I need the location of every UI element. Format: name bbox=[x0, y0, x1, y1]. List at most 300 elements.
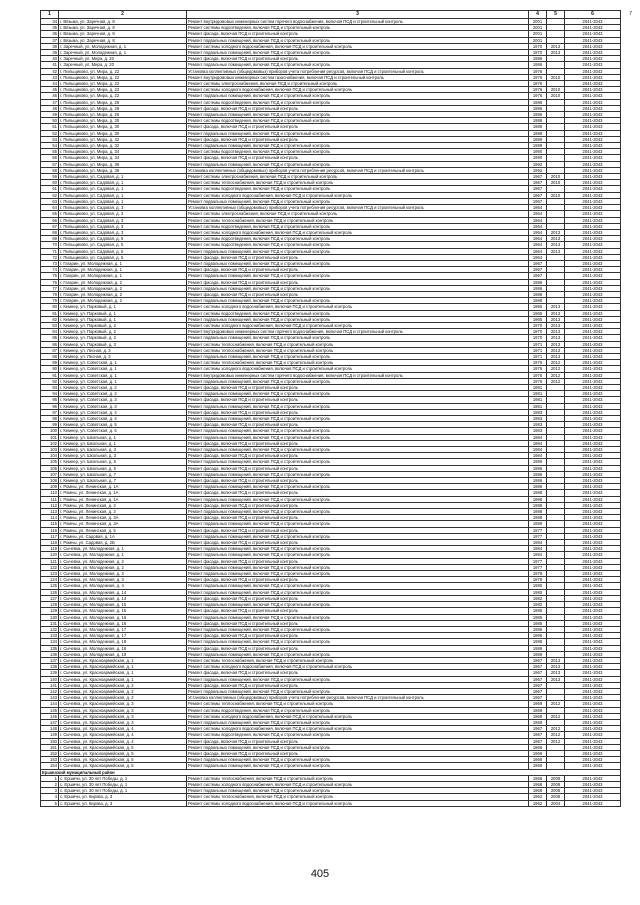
table-cell: 2041-2043 bbox=[565, 732, 621, 738]
table-cell: Ремонт фасада, включая ПСД и строительный контроль bbox=[187, 291, 529, 297]
table-cell: Ремонт системы теплоснабжения, включая ПСД и строительный контроль bbox=[187, 775, 529, 781]
table-cell: 2041-2043 bbox=[565, 788, 621, 794]
table-cell: 1964 bbox=[529, 242, 547, 248]
table-cell: г. Сычевка, ул. Красноармейская, д. 5 bbox=[59, 757, 187, 763]
table-cell: 50 bbox=[41, 118, 59, 124]
table-cell: 43 bbox=[41, 74, 59, 80]
table-cell: 2041-2043 bbox=[565, 713, 621, 719]
table-cell: Ремонт фасада, включая ПСД и строительный контроль bbox=[187, 422, 529, 428]
table-cell: 85 bbox=[41, 335, 59, 341]
table-cell: г. Сычевка, ул. Красноармейская, д. 5 bbox=[59, 744, 187, 750]
table-cell: 2041-2043 bbox=[565, 744, 621, 750]
table-cell: г. Кемнер, ул. Школьная, д. 5 bbox=[59, 459, 187, 465]
table-cell: 1986 bbox=[529, 465, 547, 471]
table-cell: Ремонт подвальных помещений, включая ПСД и строительный контроль bbox=[187, 248, 529, 254]
table-cell: Ремонт подвальных помещений, включая ПСД и строительный контроль bbox=[187, 471, 529, 477]
table-cell: 2041-2043 bbox=[565, 571, 621, 577]
table-cell: 1976 bbox=[529, 378, 547, 384]
table-cell: 2041-2043 bbox=[565, 136, 621, 142]
table-cell: 1986 bbox=[529, 279, 547, 285]
table-cell: 1967 bbox=[529, 192, 547, 198]
table-cell: 1967 bbox=[529, 732, 547, 738]
table-cell: 2013 bbox=[547, 316, 565, 322]
table-cell: 1976 bbox=[529, 74, 547, 80]
table-cell: г. Вязьма, ул. Заречная, д. 8 bbox=[59, 31, 187, 37]
column-header: 2 bbox=[59, 11, 187, 19]
table-cell: 1988 bbox=[529, 490, 547, 496]
table-cell: 2041-2043 bbox=[565, 267, 621, 273]
table-cell: г. Пильщиково, ул. Мира, д. 22 bbox=[59, 93, 187, 99]
table-cell: Ремонт системы холодного водоснабжения, включая ПСД и строительный контроль bbox=[187, 304, 529, 310]
table-cell: 2012 bbox=[547, 726, 565, 732]
table-cell: Ремонт подвальных помещений, включая ПСД и строительный контроль bbox=[187, 719, 529, 725]
table-cell: Ремонт системы электроснабжения, включая ПСД и строительный контроль bbox=[187, 174, 529, 180]
table-cell: Ремонт системы водоотведения, включая ПСД и строительный контроль bbox=[187, 310, 529, 316]
table-cell: 91 bbox=[41, 372, 59, 378]
table-cell: 129 bbox=[41, 608, 59, 614]
table-cell: г. Ромны, ул. Садовая, д. 2Б bbox=[59, 540, 187, 546]
capital-repair-table bbox=[40, 10, 621, 807]
table-cell: 65 bbox=[41, 211, 59, 217]
table-cell: 2041-2043 bbox=[565, 552, 621, 558]
table-cell: г. Пильщиково, ул. Садовая, д. 1 bbox=[59, 186, 187, 192]
table-cell: 138 bbox=[41, 664, 59, 670]
table-cell: Ремонт подвальных помещений, включая ПСД и строительный контроль bbox=[187, 353, 529, 359]
table-cell: 2013 bbox=[547, 335, 565, 341]
table-cell: 127 bbox=[41, 595, 59, 601]
table-cell: 1989 bbox=[529, 645, 547, 651]
table-cell: г. Пильщиково, ул. Садовая, д. 3 bbox=[59, 223, 187, 229]
table-cell: 1984 bbox=[529, 447, 547, 453]
table-cell: 61 bbox=[41, 186, 59, 192]
table-cell: 110 bbox=[41, 490, 59, 496]
table-cell: г. Кемнер, ул. Советская, д. 4 bbox=[59, 409, 187, 415]
table-cell: 125 bbox=[41, 583, 59, 589]
table-cell: 1970 bbox=[529, 50, 547, 56]
table-cell: 44 bbox=[41, 81, 59, 87]
table-cell: 1962 bbox=[529, 800, 547, 806]
table-cell: 153 bbox=[41, 757, 59, 763]
table-cell: Ремонт фасада, включая ПСД и строительный контроль bbox=[187, 56, 529, 62]
table-cell: 1986 bbox=[529, 105, 547, 111]
table-cell: 2041-2043 bbox=[565, 682, 621, 688]
table-cell: 72 bbox=[41, 254, 59, 260]
table-row bbox=[41, 657, 621, 663]
table-cell: 64 bbox=[41, 205, 59, 211]
column-header: 5 bbox=[547, 11, 565, 19]
table-cell: 59 bbox=[41, 174, 59, 180]
table-cell: 1986 bbox=[529, 56, 547, 62]
table-cell: Ремонт подвальных помещений, включая ПСД и строительный контроль bbox=[187, 37, 529, 43]
table-cell: 1968 bbox=[529, 788, 547, 794]
table-cell: 2041-2043 bbox=[565, 180, 621, 186]
table-cell: 79 bbox=[41, 298, 59, 304]
table-cell: 1984 bbox=[529, 434, 547, 440]
table-cell: Ремонт фасада, включая ПСД и строительный контроль bbox=[187, 478, 529, 484]
table-cell: 2001 bbox=[529, 25, 547, 31]
table-cell: 2041-2043 bbox=[565, 583, 621, 589]
table-cell: г. Гагарин, ул. Молодежная, д. 1 bbox=[59, 273, 187, 279]
table-cell: 2013 bbox=[547, 353, 565, 359]
table-cell: 69 bbox=[41, 236, 59, 242]
table-cell: 1989 bbox=[529, 143, 547, 149]
table-cell: г. Кемнер, ул. Лесная, д. 3 bbox=[59, 353, 187, 359]
column-header: 3 bbox=[187, 11, 529, 19]
table-cell: 2041-2043 bbox=[565, 298, 621, 304]
table-cell: 2012 bbox=[547, 732, 565, 738]
table-cell: 1990 bbox=[529, 155, 547, 161]
table-cell: Ремонт фасада, включая ПСД и строительный контроль bbox=[187, 397, 529, 403]
table-cell: Ремонт фасада, включая ПСД и строительный контроль bbox=[187, 267, 529, 273]
table-cell: Ремонт системы холодного водоснабжения, включая ПСД и строительный контроль bbox=[187, 229, 529, 235]
table-cell: 2041-2043 bbox=[565, 608, 621, 614]
table-cell: 87 bbox=[41, 347, 59, 353]
table-cell: 46 bbox=[41, 93, 59, 99]
table-cell: 2041-2043 bbox=[565, 651, 621, 657]
table-cell: 2041-2043 bbox=[565, 409, 621, 415]
table-cell: 2012 bbox=[547, 366, 565, 372]
table-cell: 1977 bbox=[529, 527, 547, 533]
table-cell: 2041-2043 bbox=[565, 763, 621, 769]
table-cell: 2041-2043 bbox=[565, 403, 621, 409]
table-cell: 2041-2043 bbox=[565, 490, 621, 496]
table-cell: 38 bbox=[41, 43, 59, 49]
table-cell: 1976 bbox=[529, 93, 547, 99]
table-cell: 2041-2043 bbox=[565, 695, 621, 701]
table-cell: г. Сычевка, ул. Молодежная, д. 1 bbox=[59, 546, 187, 552]
table-cell: 143 bbox=[41, 695, 59, 701]
table-cell: 2004 bbox=[547, 800, 565, 806]
table-cell: 58 bbox=[41, 167, 59, 173]
table-cell: 2010 bbox=[547, 180, 565, 186]
table-cell: 99 bbox=[41, 422, 59, 428]
table-cell: 2041-2043 bbox=[565, 496, 621, 502]
table-cell: Ремонт фасада, включая ПСД и строительный контроль bbox=[187, 136, 529, 142]
table-cell: г. Сычевка, ул. Красноармейская, д. 1 bbox=[59, 676, 187, 682]
table-cell: 1990 bbox=[529, 149, 547, 155]
table-cell: 37 bbox=[41, 37, 59, 43]
table-cell: Ремонт фасада, включая ПСД и строительный контроль bbox=[187, 558, 529, 564]
table-cell: 2041-2043 bbox=[565, 378, 621, 384]
table-cell: 132 bbox=[41, 626, 59, 632]
table-cell: 1980 bbox=[529, 583, 547, 589]
table-cell: г. Кемнер, ул. Школьная, д. 3 bbox=[59, 453, 187, 459]
table-cell: 1992 bbox=[529, 161, 547, 167]
table-cell: 71 bbox=[41, 248, 59, 254]
page-number: 405 bbox=[310, 868, 330, 880]
table-cell: Ремонт фасада, включая ПСД и строительный контроль bbox=[187, 502, 529, 508]
table-cell: 54 bbox=[41, 143, 59, 149]
table-cell: 1968 bbox=[529, 781, 547, 787]
table-cell: 73 bbox=[41, 260, 59, 266]
table-cell: 5 bbox=[41, 800, 59, 806]
table-cell: 2013 bbox=[547, 322, 565, 328]
table-cell: 2041-2043 bbox=[565, 310, 621, 316]
table-cell: Ремонт фасада, включая ПСД и строительный контроль bbox=[187, 440, 529, 446]
table-cell: 1967 bbox=[529, 670, 547, 676]
table-cell: 98 bbox=[41, 416, 59, 422]
table-cell: 2041-2043 bbox=[565, 533, 621, 539]
table-cell: 75 bbox=[41, 273, 59, 279]
table-cell: 1989 bbox=[529, 651, 547, 657]
table-cell: 67 bbox=[41, 223, 59, 229]
table-cell: 2041-2043 bbox=[565, 155, 621, 161]
table-cell: 2010 bbox=[547, 93, 565, 99]
table-cell: Ремонт подвальных помещений, включая ПСД и строительный контроль bbox=[187, 459, 529, 465]
table-cell: г. Кемнер, ул. Советская, д. 1 bbox=[59, 360, 187, 366]
table-cell: 2013 bbox=[547, 676, 565, 682]
table-cell: Ремонт системы водоотведения, включая ПСД и строительный контроль bbox=[187, 223, 529, 229]
table-cell: 40 bbox=[41, 56, 59, 62]
table-cell: 1986 bbox=[529, 285, 547, 291]
table-cell: Ремонт фасада, включая ПСД и строительный контроль bbox=[187, 490, 529, 496]
table-cell: 1966 bbox=[529, 744, 547, 750]
table-cell: 2041-2043 bbox=[565, 416, 621, 422]
table-cell: 1984 bbox=[529, 453, 547, 459]
table-cell: 2041-2043 bbox=[565, 279, 621, 285]
table-cell: Ремонт системы холодного водоснабжения, включая ПСД и строительный контроль bbox=[187, 664, 529, 670]
table-cell: Ремонт системы водоотведения, включая ПСД и строительный контроль bbox=[187, 25, 529, 31]
table-cell: с. Ершичи, ул. 30 лет Победы, д. 1 bbox=[59, 788, 187, 794]
table-cell: 2041-2043 bbox=[565, 670, 621, 676]
table-cell: Ремонт системы холодного водоснабжения, включая ПСД и строительный контроль bbox=[187, 43, 529, 49]
table-cell: 2041-2043 bbox=[565, 50, 621, 56]
table-row bbox=[41, 695, 621, 701]
table-cell: 2041-2043 bbox=[565, 577, 621, 583]
table-cell: 2013 bbox=[547, 670, 565, 676]
table-cell: Ремонт фасада, включая ПСД и строительный контроль bbox=[187, 633, 529, 639]
table-cell: 146 bbox=[41, 713, 59, 719]
table-cell: г. Сычевка, ул. Красноармейская, д. 5 bbox=[59, 763, 187, 769]
table-cell: Ремонт подвальных помещений, включая ПСД и строительный контроль bbox=[187, 763, 529, 769]
table-cell: 66 bbox=[41, 217, 59, 223]
table-cell: 1970 bbox=[529, 322, 547, 328]
table-cell: 47 bbox=[41, 99, 59, 105]
table-cell: Ремонт подвальных помещений, включая ПСД и строительный контроль bbox=[187, 509, 529, 515]
table-cell: 70 bbox=[41, 242, 59, 248]
table-cell: г. Кемнер, ул. Советская, д. 5 bbox=[59, 422, 187, 428]
table-cell: Установка коллективных (общедомовых) приборов учета потребления ресурсов, включая ПСД и строительный контроль bbox=[187, 205, 529, 211]
table-cell: г. Пильщиково, ул. Мира, д. 36 bbox=[59, 161, 187, 167]
table-cell: 142 bbox=[41, 688, 59, 694]
table-cell: г. Сычевка, ул. Молодежная, д. 15 bbox=[59, 608, 187, 614]
table-cell: 2041-2043 bbox=[565, 198, 621, 204]
table-cell: г. Сычевка, ул. Молодежная, д. 2 bbox=[59, 558, 187, 564]
table-cell: 2041-2043 bbox=[565, 707, 621, 713]
table-cell: 2041-2043 bbox=[565, 738, 621, 744]
table-cell: Ремонт подвальных помещений, включая ПСД и строительный контроль bbox=[187, 602, 529, 608]
table-cell: 2041-2043 bbox=[565, 322, 621, 328]
table-body bbox=[41, 19, 621, 807]
table-cell: 2041-2043 bbox=[565, 521, 621, 527]
table-cell: 2008 bbox=[547, 788, 565, 794]
table-cell: г. Кемнер, ул. Школьная, д. 3 bbox=[59, 447, 187, 453]
table-cell: 2041-2043 bbox=[565, 285, 621, 291]
table-cell: 1980 bbox=[529, 589, 547, 595]
document-sheet bbox=[40, 10, 620, 807]
table-cell: 1969 bbox=[529, 713, 547, 719]
table-cell: 62 bbox=[41, 192, 59, 198]
table-cell: г. Кемнер, ул. Парковый, д. 1 bbox=[59, 316, 187, 322]
table-cell: г. Кемнер, ул. Школьная, д. 1 bbox=[59, 440, 187, 446]
table-cell: г. Сычевка, ул. Красноармейская, д. 3 bbox=[59, 701, 187, 707]
table-cell: Ремонт системы холодного водоснабжения, включая ПСД и строительный контроль bbox=[187, 322, 529, 328]
table-cell: Ремонт подвальных помещений, включая ПСД и строительный контроль bbox=[187, 403, 529, 409]
table-cell: 112 bbox=[41, 502, 59, 508]
table-cell: Ремонт системы водоотведения, включая ПСД и строительный контроль bbox=[187, 149, 529, 155]
table-cell: Ремонт фасада, включая ПСД и строительный контроль bbox=[187, 608, 529, 614]
table-cell: Ремонт фасада, включая ПСД и строительный контроль bbox=[187, 595, 529, 601]
table-cell: 1967 bbox=[529, 174, 547, 180]
table-cell: 2041-2043 bbox=[565, 434, 621, 440]
table-cell: 2041-2043 bbox=[565, 515, 621, 521]
table-cell: 1981 bbox=[529, 397, 547, 403]
table-cell: 2041-2043 bbox=[565, 74, 621, 80]
table-cell: г. Гагарин, ул. Молодежная, д. 2 bbox=[59, 298, 187, 304]
table-cell: г. Пильщиково, ул. Садовая, д. 3 bbox=[59, 229, 187, 235]
table-cell: 102 bbox=[41, 440, 59, 446]
table-cell: 105 bbox=[41, 459, 59, 465]
table-cell: 1988 bbox=[529, 502, 547, 508]
table-cell: 149 bbox=[41, 732, 59, 738]
table-cell: г. Пильщиково, ул. Мира, д. 30 bbox=[59, 130, 187, 136]
table-cell: 2041-2043 bbox=[565, 37, 621, 43]
table-cell: Ремонт подвальных помещений, включая ПСД и строительный контроль bbox=[187, 521, 529, 527]
table-cell: 89 bbox=[41, 360, 59, 366]
table-cell: Ремонт подвальных помещений, включая ПСД и строительный контроль bbox=[187, 298, 529, 304]
table-cell: Ремонт подвальных помещений, включая ПСД и строительный контроль bbox=[187, 571, 529, 577]
table-cell: 141 bbox=[41, 682, 59, 688]
table-cell: Ремонт подвальных помещений, включая ПСД и строительный контроль bbox=[187, 50, 529, 56]
table-cell: Установка коллективных (общедомовых) приборов учета потребления ресурсов, включая ПСД и строительный контроль bbox=[187, 695, 529, 701]
table-cell: г. Вязьма, ул. Заречная, д. 8 bbox=[59, 37, 187, 43]
table-cell: г. Сычевка, ул. Красноармейская, д. 1 bbox=[59, 657, 187, 663]
table-row bbox=[41, 726, 621, 732]
table-cell: 1984 bbox=[529, 552, 547, 558]
table-cell: 2012 bbox=[547, 738, 565, 744]
table-cell: 2041-2043 bbox=[565, 105, 621, 111]
table-cell: 2041-2043 bbox=[565, 366, 621, 372]
table-cell: 1984 bbox=[529, 546, 547, 552]
table-cell: 2041-2043 bbox=[565, 645, 621, 651]
table-cell: 1965 bbox=[529, 310, 547, 316]
table-cell: 2041-2043 bbox=[565, 229, 621, 235]
table-cell: Ремонт системы водоотведения, включая ПСД и строительный контроль bbox=[187, 732, 529, 738]
table-cell: г. Сычевка, ул. Красноармейская, д. 3 bbox=[59, 707, 187, 713]
table-cell: Ремонт фасада, включая ПСД и строительный контроль bbox=[187, 682, 529, 688]
table-cell: 2012 bbox=[547, 378, 565, 384]
table-cell: 1966 bbox=[529, 750, 547, 756]
table-cell: г. Ромны, ул. Ленинская, д. 1А bbox=[59, 496, 187, 502]
table-cell: 39 bbox=[41, 50, 59, 56]
table-cell: Ремонт подвальных помещений, включая ПСД и строительный контроль bbox=[187, 651, 529, 657]
table-cell: 2041-2043 bbox=[565, 775, 621, 781]
table-cell: Ремонт подвальных помещений, включая ПСД и строительный контроль bbox=[187, 447, 529, 453]
table-cell: Ремонт подвальных помещений, включая ПСД и строительный контроль bbox=[187, 533, 529, 539]
table-cell: 2013 bbox=[547, 329, 565, 335]
table-cell: 2041-2043 bbox=[565, 217, 621, 223]
table-row bbox=[41, 701, 621, 707]
table-cell: 1976 bbox=[529, 372, 547, 378]
table-cell: 2041-2043 bbox=[565, 87, 621, 93]
table-cell: Ремонт фасада, включая ПСД и строительный контроль bbox=[187, 155, 529, 161]
table-cell: Ремонт подвальных помещений, включая ПСД и строительный контроль bbox=[187, 93, 529, 99]
table-cell: 2010 bbox=[547, 192, 565, 198]
table-cell: 1967 bbox=[529, 657, 547, 663]
table-cell: 1981 bbox=[529, 391, 547, 397]
table-cell: г. Сычевка, ул. Молодежная, д. 2 bbox=[59, 564, 187, 570]
table-cell: 1965 bbox=[529, 316, 547, 322]
table-cell: Ремонт фасада, включая ПСД и строительный контроль bbox=[187, 527, 529, 533]
table-cell: 63 bbox=[41, 198, 59, 204]
table-cell: 2041-2043 bbox=[565, 620, 621, 626]
table-cell: 1970 bbox=[529, 329, 547, 335]
table-cell: 93 bbox=[41, 384, 59, 390]
table-cell: 52 bbox=[41, 130, 59, 136]
table-cell: Ремонт фасада, включая ПСД и строительный контроль bbox=[187, 515, 529, 521]
table-cell: 1982 bbox=[529, 602, 547, 608]
table-cell: 2041-2043 bbox=[565, 329, 621, 335]
table-cell: г. Заречный, ул. Мира, д. 20 bbox=[59, 62, 187, 68]
table-cell: 1986 bbox=[529, 471, 547, 477]
table-cell: 96 bbox=[41, 403, 59, 409]
table-cell: г. Кемнер, ул. Советская, д. 1 bbox=[59, 378, 187, 384]
table-cell: г. Сычевка, ул. Молодежная, д. 4 bbox=[59, 583, 187, 589]
table-cell: 2041-2043 bbox=[565, 341, 621, 347]
table-cell: Ремонт системы водоотведения, включая ПСД и строительный контроль bbox=[187, 99, 529, 105]
table-cell: Ремонт подвальных помещений, включая ПСД и строительный контроль bbox=[187, 614, 529, 620]
table-cell: г. Гагарин, ул. Молодежная, д. 2 bbox=[59, 291, 187, 297]
table-cell: г. Пильщиково, ул. Мира, д. 34 bbox=[59, 155, 187, 161]
table-cell: 88 bbox=[41, 353, 59, 359]
table-cell: 51 bbox=[41, 124, 59, 130]
table-cell: 55 bbox=[41, 149, 59, 155]
table-cell: 2041-2043 bbox=[565, 540, 621, 546]
table-cell: г. Пильщиково, ул. Мира, д. 26 bbox=[59, 99, 187, 105]
table-cell: 118 bbox=[41, 540, 59, 546]
table-cell: Ремонт системы электроснабжения, включая ПСД и строительный контроль bbox=[187, 81, 529, 87]
column-header: 1 bbox=[41, 11, 59, 19]
table-cell: 2012 bbox=[547, 701, 565, 707]
table-cell: г. Сычевка, ул. Красноармейская, д. 3 bbox=[59, 713, 187, 719]
table-cell: 107 bbox=[41, 471, 59, 477]
table-cell: 2041-2043 bbox=[565, 149, 621, 155]
table-cell: Ремонт фасада, включая ПСД и строительный контроль bbox=[187, 465, 529, 471]
table-cell: 1983 bbox=[529, 409, 547, 415]
table-cell: Ремонт подвальных помещений, включая ПСД и строительный контроль bbox=[187, 273, 529, 279]
table-cell: Ремонт подвальных помещений, включая ПСД и строительный контроль bbox=[187, 62, 529, 68]
table-cell: 2013 bbox=[547, 43, 565, 49]
table-cell: 2013 bbox=[547, 236, 565, 242]
table-cell: Ремонт подвальных помещений, включая ПСД и строительный контроль bbox=[187, 788, 529, 794]
table-row bbox=[41, 713, 621, 719]
table-cell: г. Гагарин, ул. Молодежная, д. 2 bbox=[59, 285, 187, 291]
table-cell: 2041-2043 bbox=[565, 546, 621, 552]
table-cell: 1986 bbox=[529, 626, 547, 632]
table-cell: 1967 bbox=[529, 664, 547, 670]
table-cell: Ремонт подвальных помещений, включая ПСД и строительный контроль bbox=[187, 143, 529, 149]
table-cell: 133 bbox=[41, 633, 59, 639]
table-cell: 42 bbox=[41, 68, 59, 74]
table-cell: 1970 bbox=[529, 43, 547, 49]
table-cell: 103 bbox=[41, 447, 59, 453]
table-cell: 1986 bbox=[529, 633, 547, 639]
table-cell: с. Ершичи, ул. 30 лет Победы, д. 1 bbox=[59, 781, 187, 787]
table-cell: 150 bbox=[41, 738, 59, 744]
table-cell: 2041-2043 bbox=[565, 25, 621, 31]
table-cell: Ремонт подвальных помещений, включая ПСД и строительный контроль bbox=[187, 496, 529, 502]
table-cell: 2041-2043 bbox=[565, 112, 621, 118]
